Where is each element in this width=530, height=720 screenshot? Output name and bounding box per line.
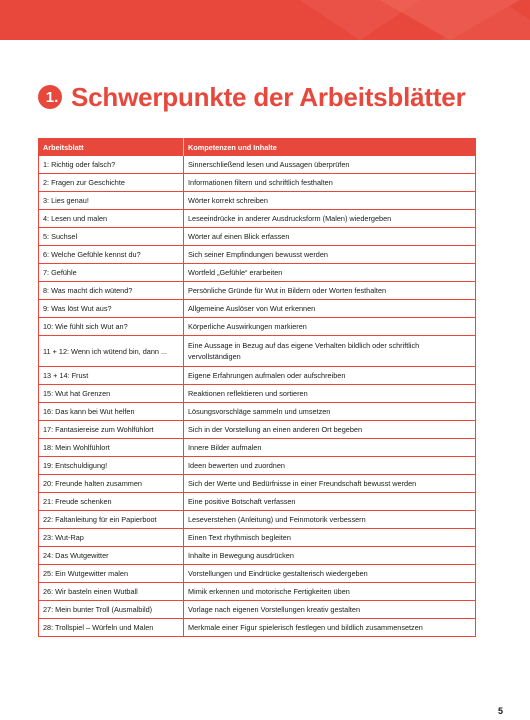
worksheet-cell: 18: Mein Wohlfühlort <box>39 439 184 457</box>
table-row <box>39 246 476 264</box>
worksheet-cell: 2: Fragen zur Geschichte <box>39 174 184 192</box>
banner-pattern <box>0 0 530 40</box>
worksheet-cell: 10: Wie fühlt sich Wut an? <box>39 318 184 336</box>
competency-cell: Eine Aussage in Bezug auf das eigene Verhalten bildlich oder schriftlich vervollständigen <box>184 336 476 367</box>
worksheet-cell: 13 + 14: Frust <box>39 367 184 385</box>
worksheet-cell: 17: Fantasiereise zum Wohlfühlort <box>39 421 184 439</box>
competency-cell: Körperliche Auswirkungen markieren <box>184 318 476 336</box>
table-row <box>39 511 476 529</box>
section-number-badge <box>38 85 62 109</box>
table-row <box>39 583 476 601</box>
worksheet-cell: 24: Das Wutgewitter <box>39 547 184 565</box>
worksheet-cell: 26: Wir basteln einen Wutball <box>39 583 184 601</box>
table-row <box>39 174 476 192</box>
competency-cell: Sinnerschließend lesen und Aussagen überprüfen <box>184 156 476 174</box>
competency-cell: Inhalte in Bewegung ausdrücken <box>184 547 476 565</box>
worksheet-cell: 5: Suchsel <box>39 228 184 246</box>
competency-cell: Vorstellungen und Eindrücke gestalterisch wiedergeben <box>184 565 476 583</box>
table-row <box>39 619 476 637</box>
table-row <box>39 336 476 367</box>
worksheet-cell: 3: Lies genau! <box>39 192 184 210</box>
worksheet-cell: 15: Wut hat Grenzen <box>39 385 184 403</box>
worksheet-cell: 1: Richtig oder falsch? <box>39 156 184 174</box>
worksheet-cell: 27: Mein bunter Troll (Ausmalbild) <box>39 601 184 619</box>
competency-cell: Vorlage nach eigenen Vorstellungen kreativ gestalten <box>184 601 476 619</box>
table-row <box>39 403 476 421</box>
worksheet-cell: 11 + 12: Wenn ich wütend bin, dann ... <box>39 336 184 367</box>
table-row <box>39 228 476 246</box>
competency-cell: Wörter auf einen Blick erfassen <box>184 228 476 246</box>
worksheet-cell: 7: Gefühle <box>39 264 184 282</box>
competency-cell: Merkmale einer Figur spielerisch festlegen und bildlich zusammensetzen <box>184 619 476 637</box>
worksheet-cell: 25: Ein Wutgewitter malen <box>39 565 184 583</box>
worksheet-cell: 22: Faltanleitung für ein Papierboot <box>39 511 184 529</box>
table-row <box>39 457 476 475</box>
competency-cell: Informationen filtern und schriftlich festhalten <box>184 174 476 192</box>
competency-cell: Leseeindrücke in anderer Ausdrucksform (Malen) wiedergeben <box>184 210 476 228</box>
table-row <box>39 493 476 511</box>
competency-cell: Einen Text rhythmisch begleiten <box>184 529 476 547</box>
section-heading <box>38 80 466 114</box>
competency-cell: Sich in der Vorstellung an einen anderen Ort begeben <box>184 421 476 439</box>
table-row <box>39 385 476 403</box>
table-row <box>39 421 476 439</box>
section-number: 1. <box>45 88 59 106</box>
competency-cell: Wortfeld „Gefühle“ erarbeiten <box>184 264 476 282</box>
top-banner <box>0 0 530 40</box>
table-header-row <box>39 139 476 156</box>
table-row <box>39 565 476 583</box>
competency-cell: Persönliche Gründe für Wut in Bildern oder Worten festhalten <box>184 282 476 300</box>
table-row <box>39 192 476 210</box>
column-header-worksheet: Arbeitsblatt <box>39 139 184 156</box>
competency-cell: Mimik erkennen und motorische Fertigkeiten üben <box>184 583 476 601</box>
table-row <box>39 156 476 174</box>
worksheet-overview-table <box>38 138 476 637</box>
competency-cell: Reaktionen reflektieren und sortieren <box>184 385 476 403</box>
column-header-competencies: Kompetenzen und Inhalte <box>184 139 476 156</box>
worksheet-cell: 23: Wut-Rap <box>39 529 184 547</box>
competency-cell: Innere Bilder aufmalen <box>184 439 476 457</box>
competency-cell: Ideen bewerten und zuordnen <box>184 457 476 475</box>
table-row <box>39 601 476 619</box>
competency-cell: Eigene Erfahrungen aufmalen oder aufschreiben <box>184 367 476 385</box>
competency-cell: Allgemeine Auslöser von Wut erkennen <box>184 300 476 318</box>
worksheet-cell: 4: Lesen und malen <box>39 210 184 228</box>
table-row <box>39 475 476 493</box>
competency-cell: Sich der Werte und Bedürfnisse in einer Freundschaft bewusst werden <box>184 475 476 493</box>
competency-cell: Leseverstehen (Anleitung) und Feinmotorik verbessern <box>184 511 476 529</box>
table-row <box>39 318 476 336</box>
competency-cell: Eine positive Botschaft verfassen <box>184 493 476 511</box>
worksheet-cell: 8: Was macht dich wütend? <box>39 282 184 300</box>
table-row <box>39 264 476 282</box>
worksheet-cell: 16: Das kann bei Wut helfen <box>39 403 184 421</box>
table-row <box>39 282 476 300</box>
competency-cell: Sich seiner Empfindungen bewusst werden <box>184 246 476 264</box>
table-body <box>39 156 476 637</box>
table-row <box>39 439 476 457</box>
table-row <box>39 547 476 565</box>
worksheet-cell: 19: Entschuldigung! <box>39 457 184 475</box>
table-row <box>39 210 476 228</box>
worksheet-cell: 20: Freunde halten zusammen <box>39 475 184 493</box>
competency-cell: Lösungsvorschläge sammeln und umsetzen <box>184 403 476 421</box>
worksheet-cell: 9: Was löst Wut aus? <box>39 300 184 318</box>
worksheet-cell: 6: Welche Gefühle kennst du? <box>39 246 184 264</box>
worksheet-cell: 21: Freude schenken <box>39 493 184 511</box>
page-number: 5 <box>497 706 503 716</box>
page-title: Schwerpunkte der Arbeitsblätter <box>71 81 466 112</box>
table-row <box>39 300 476 318</box>
table-row <box>39 367 476 385</box>
competency-cell: Wörter korrekt schreiben <box>184 192 476 210</box>
table-row <box>39 529 476 547</box>
worksheet-cell: 28: Trollspiel – Würfeln und Malen <box>39 619 184 637</box>
